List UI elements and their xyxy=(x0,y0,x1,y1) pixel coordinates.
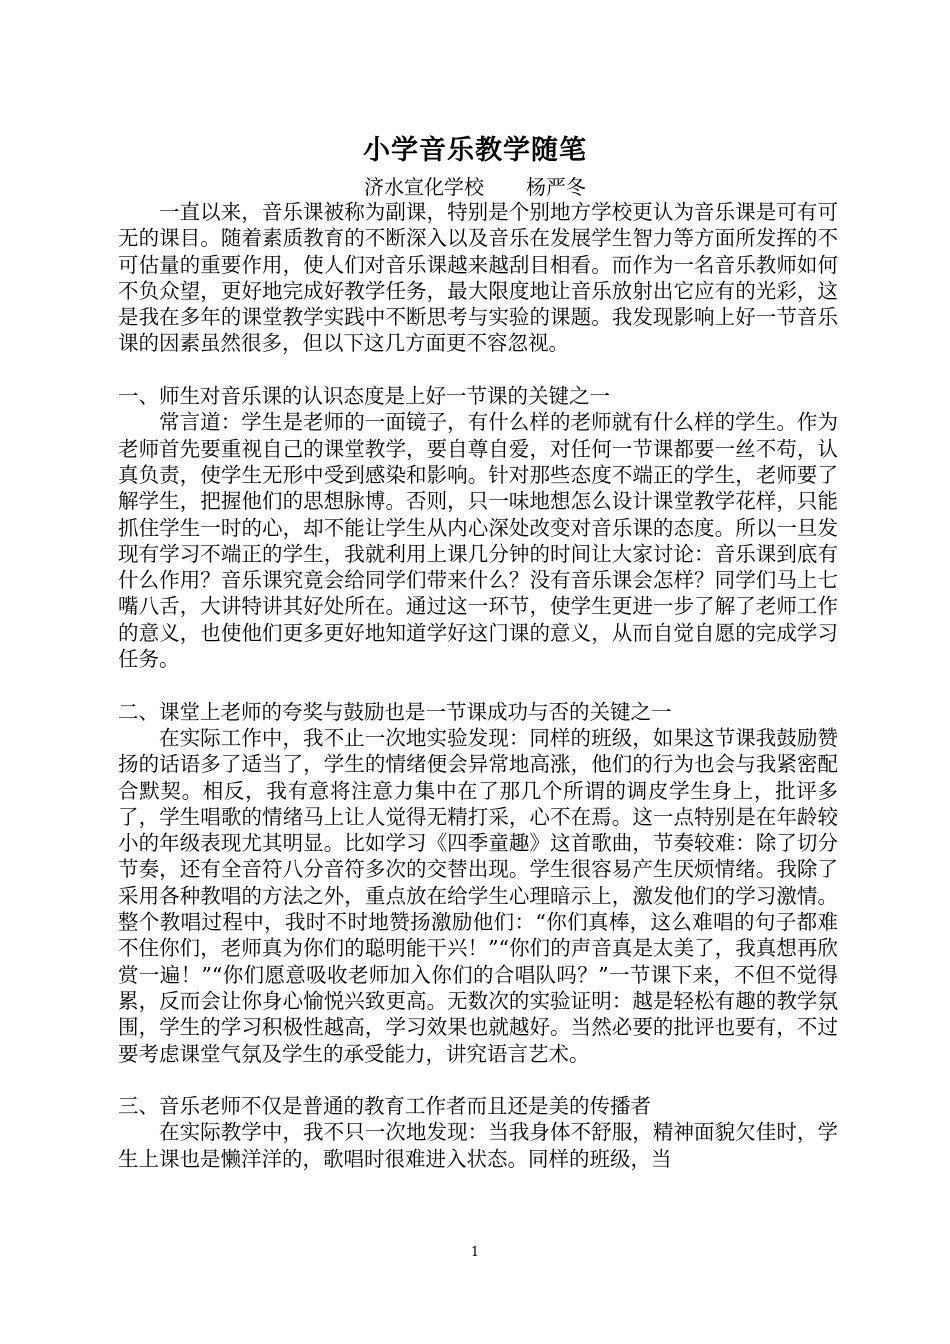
section-heading-1: 一、师生对音乐课的认识态度是上好一节课的关键之一 xyxy=(118,384,610,409)
school-name: 济水宣化学校 xyxy=(364,175,484,199)
byline xyxy=(0,174,950,200)
document-title: 小学音乐教学随笔 xyxy=(363,135,587,166)
section-paragraph-1: 常言道：学生是老师的一面镜子，有什么样的老师就有什么样的学生。作为老师首先要重视自己的课堂教学，要自尊自爱，对任何一节课都要一丝不苟，认真负责，使学生无形中受到感染和影响。针对那些态度不端正的学生，老师要了解学生，把握他们的思想脉博。否则，只一味地想怎么设计课堂教学花样，只能抓住学生一时的心，却不能让学生从内心深处改变对音乐课的态度。所以一旦发现有学习不端正的学生，我就利用上课几分钟的时间让大家讨论：音乐课到底有什么作用？音乐课究竟会给同学们带来什么？没有音乐课会怎样？同学们马上七嘴八舌，大讲特讲其好处所在。通过这一环节，使学生更进一步了解了老师工作的意义，也使他们更多更好地知道学好这门课的意义，从而自觉自愿的完成学习任务。 xyxy=(118,410,838,672)
author-name: 杨严冬 xyxy=(526,175,586,199)
section-heading-2: 二、课堂上老师的夸奖与鼓励也是一节课成功与否的关键之一 xyxy=(118,699,672,724)
page-number: 1 xyxy=(470,1245,480,1260)
document-body xyxy=(118,199,838,1172)
section-paragraph-2: 在实际工作中，我不止一次地实验发现：同样的班级，如果这节课我鼓励赞扬的话语多了适当了，学生的情绪便会异常地高涨，他们的行为也会与我紧密配合默契。相反，我有意将注意力集中在了那几个所谓的调皮学生身上，批评多了，学生唱歌的情绪马上让人觉得无精打采，心不在焉。这一点特别是在年龄较小的年级表现尤其明显。比如学习《四季童趣》这首歌曲，节奏较难：除了切分节奏，还有全音符八分音符多次的交替出现。学生很容易产生厌烦情绪。我除了采用各种教唱的方法之外，重点放在给学生心理暗示上，激发他们的学习激情。整个教唱过程中，我时不时地赞扬激励他们：“你们真棒，这么难唱的句子都难不住你们，老师真为你们的聪明能干兴！”“你们的声音真是太美了，我真想再欣赏一遍！”“你们愿意吸收老师加入你们的合唱队吗？”一节课下来，不但不觉得累，反而会让你身心愉悦兴致更高。无数次的实验证明：越是轻松有趣的教学氛围，学生的学习积极性越高，学习效果也就越好。当然必要的批评也要有，不过要考虑课堂气氛及学生的承受能力，讲究语言艺术。 xyxy=(118,725,838,1066)
intro-paragraph: 一直以来，音乐课被称为副课，特别是个别地方学校更认为音乐课是可有可无的课目。随着素质教育的不断深入以及音乐在发展学生智力等方面所发挥的不可估量的重要作用，使人们对音乐课越来越刮目相看。而作为一名音乐教师如何不负众望，更好地完成好教学任务，最大限度地让音乐放射出它应有的光彩，这是我在多年的课堂教学实践中不断思考与实验的课题。我发现影响上好一节音乐课的因素虽然很多，但以下这几方面更不容忽视。 xyxy=(118,200,838,356)
section-heading-3: 三、音乐老师不仅是普通的教育工作者而且还是美的传播者 xyxy=(118,1094,651,1119)
section-paragraph-3: 在实际教学中，我不只一次地发现：当我身体不舒服，精神面貌欠佳时，学生上课也是懒洋洋的，歌唱时很难进入状态。同样的班级，当 xyxy=(118,1120,838,1171)
